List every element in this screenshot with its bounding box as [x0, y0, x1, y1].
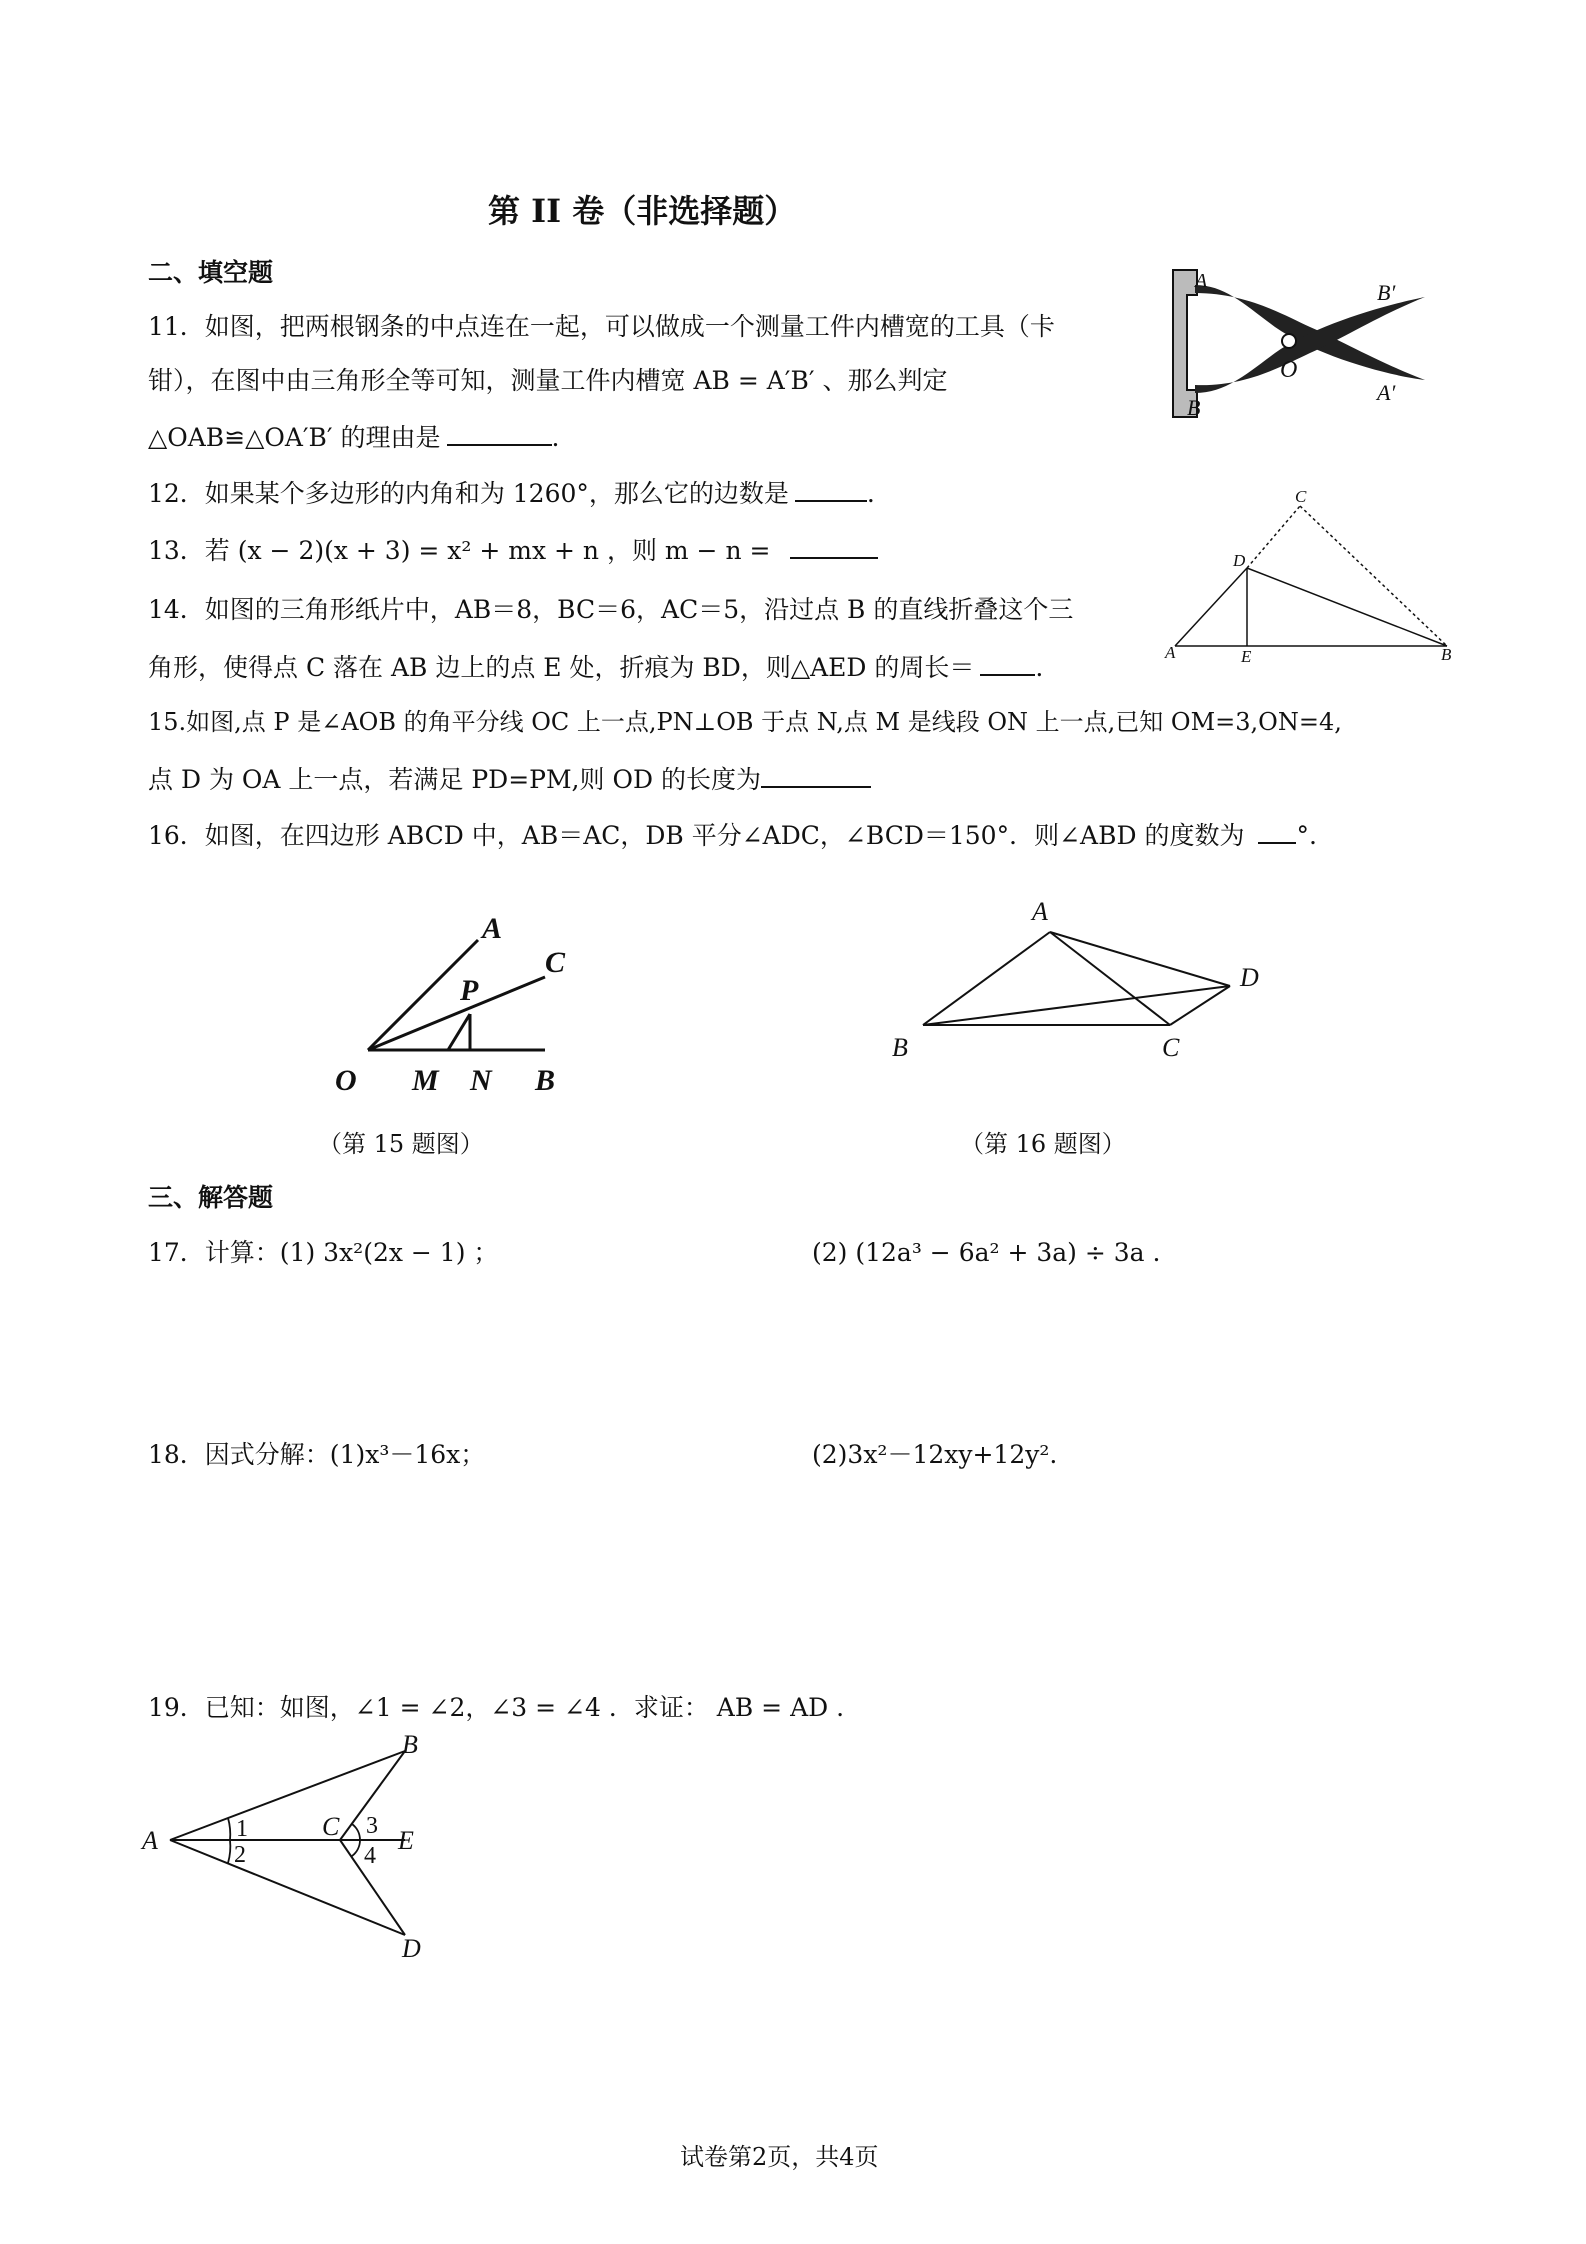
fig19-label-C: C [322, 1812, 340, 1841]
fig19-angle-1: 1 [236, 1816, 248, 1842]
fig14-label-C: C [1295, 487, 1307, 506]
q11-answer-blank[interactable] [447, 420, 552, 446]
fig16-label-A: A [1032, 897, 1048, 926]
fig15-label-B: B [535, 1064, 556, 1097]
q13-answer-blank[interactable] [790, 533, 878, 559]
q19-text: 19．已知：如图，∠1 = ∠2，∠3 = ∠4 ．求证： AB = AD . [148, 1693, 845, 1722]
q11-line3-text: △OAB≌△OA′B′ 的理由是 [148, 423, 441, 452]
fig19-angle-2: 2 [234, 1842, 246, 1868]
q14-line1: 14．如图的三角形纸片中，AB＝8，BC＝6，AC＝5，沿过点 B 的直线折叠这个三 [148, 595, 1074, 624]
fig14-label-B: B [1441, 645, 1452, 664]
fig11-label-O: O [1280, 357, 1298, 383]
fig19-label-B: B [402, 1730, 418, 1759]
fig14-label-A: A [1165, 643, 1176, 662]
q18-part2: (2)3x²－12xy+12y². [812, 1440, 1058, 1469]
fig15-label-C: C [545, 946, 566, 979]
q18-part1: 18．因式分解：(1)x³－16x； [148, 1440, 486, 1469]
fig19-angle-4: 4 [364, 1843, 376, 1869]
q11-line1: 11．如图，把两根钢条的中点连在一起，可以做成一个测量工件内槽宽的工具（卡 [148, 312, 1055, 341]
fig16-label-C: C [1162, 1033, 1180, 1062]
q14-line2 [148, 650, 1043, 683]
q14-line2-text: 角形，使得点 C 落在 AB 边上的点 E 处，折痕为 BD，则△AED 的周长＝ [148, 653, 975, 682]
fig19-angle-3: 3 [366, 1813, 378, 1839]
section-heading-fill-in: 二、填空题 [148, 258, 274, 287]
q13 [148, 533, 878, 566]
fig15-label-N: N [470, 1064, 492, 1097]
fig15-label-A: A [482, 912, 503, 945]
page-title: 第 II 卷（非选择题） [488, 192, 797, 230]
q16-answer-blank[interactable] [1258, 818, 1296, 844]
fig16-caption: （第 16 题图） [960, 1130, 1126, 1158]
q15-line1: 15.如图,点 P 是∠AOB 的角平分线 OC 上一点,PN⊥OB 于点 N,点 M 是线段 ON 上一点,已知 OM=3,ON=4, [148, 708, 1342, 736]
q15-answer-blank[interactable] [761, 762, 871, 788]
q12 [148, 476, 875, 509]
q11-line3-end: . [551, 423, 560, 452]
fig14-label-E: E [1241, 647, 1252, 666]
fig14-label-D: D [1233, 551, 1246, 570]
figure-q15 [330, 900, 590, 1110]
page-footer: 试卷第2页，共4页 [680, 2143, 879, 2171]
q15-line2 [148, 762, 871, 795]
fig15-label-M: M [412, 1064, 439, 1097]
q16-text: 16．如图，在四边形 ABCD 中，AB＝AC，DB 平分∠ADC，∠BCD＝150°．则∠ABD 的度数为 [148, 821, 1245, 850]
fig11-label-A: A [1195, 270, 1208, 292]
q17-part1: 17．计算：(1) 3x²(2x − 1) ； [148, 1238, 499, 1267]
q14-answer-blank[interactable] [980, 650, 1035, 676]
figure-q16 [880, 890, 1280, 1070]
fig19-label-D: D [402, 1934, 421, 1963]
fig15-label-P: P [460, 974, 479, 1007]
fig16-label-D: D [1240, 963, 1259, 992]
q15-line2-text: 点 D 为 OA 上一点，若满足 PD=PM,则 OD 的长度为 [148, 765, 761, 794]
figure-q14 [1165, 488, 1465, 668]
q12-text: 12．如果某个多边形的内角和为 1260°，那么它的边数是 [148, 479, 789, 508]
figure-q19 [140, 1730, 450, 1965]
q11-line2: 钳），在图中由三角形全等可知，测量工件内槽宽 AB = A′B′ 、那么判定 [148, 366, 948, 395]
fig15-caption: （第 15 题图） [318, 1130, 484, 1158]
fig11-label-B-prime: B′ [1377, 280, 1396, 305]
fig11-label-B: B [1187, 395, 1201, 420]
figure-q11 [1165, 265, 1455, 425]
q13-text: 13．若 (x − 2)(x + 3) = x² + mx + n ，则 m − n = [148, 536, 771, 565]
fig19-label-A: A [142, 1826, 158, 1855]
q17-part2: (2) (12a³ − 6a² + 3a) ÷ 3a . [812, 1238, 1161, 1267]
fig11-label-A-prime: A′ [1377, 380, 1396, 405]
fig19-label-E: E [398, 1826, 414, 1855]
q12-end: . [866, 479, 875, 508]
fig15-label-O: O [335, 1064, 357, 1097]
fig16-label-B: B [892, 1033, 908, 1062]
section-heading-answer: 三、解答题 [148, 1183, 274, 1212]
q14-end: . [1035, 653, 1044, 682]
q16 [148, 818, 1317, 851]
q16-end: °. [1296, 821, 1317, 850]
q12-answer-blank[interactable] [795, 476, 867, 502]
q11-line3 [148, 420, 560, 453]
